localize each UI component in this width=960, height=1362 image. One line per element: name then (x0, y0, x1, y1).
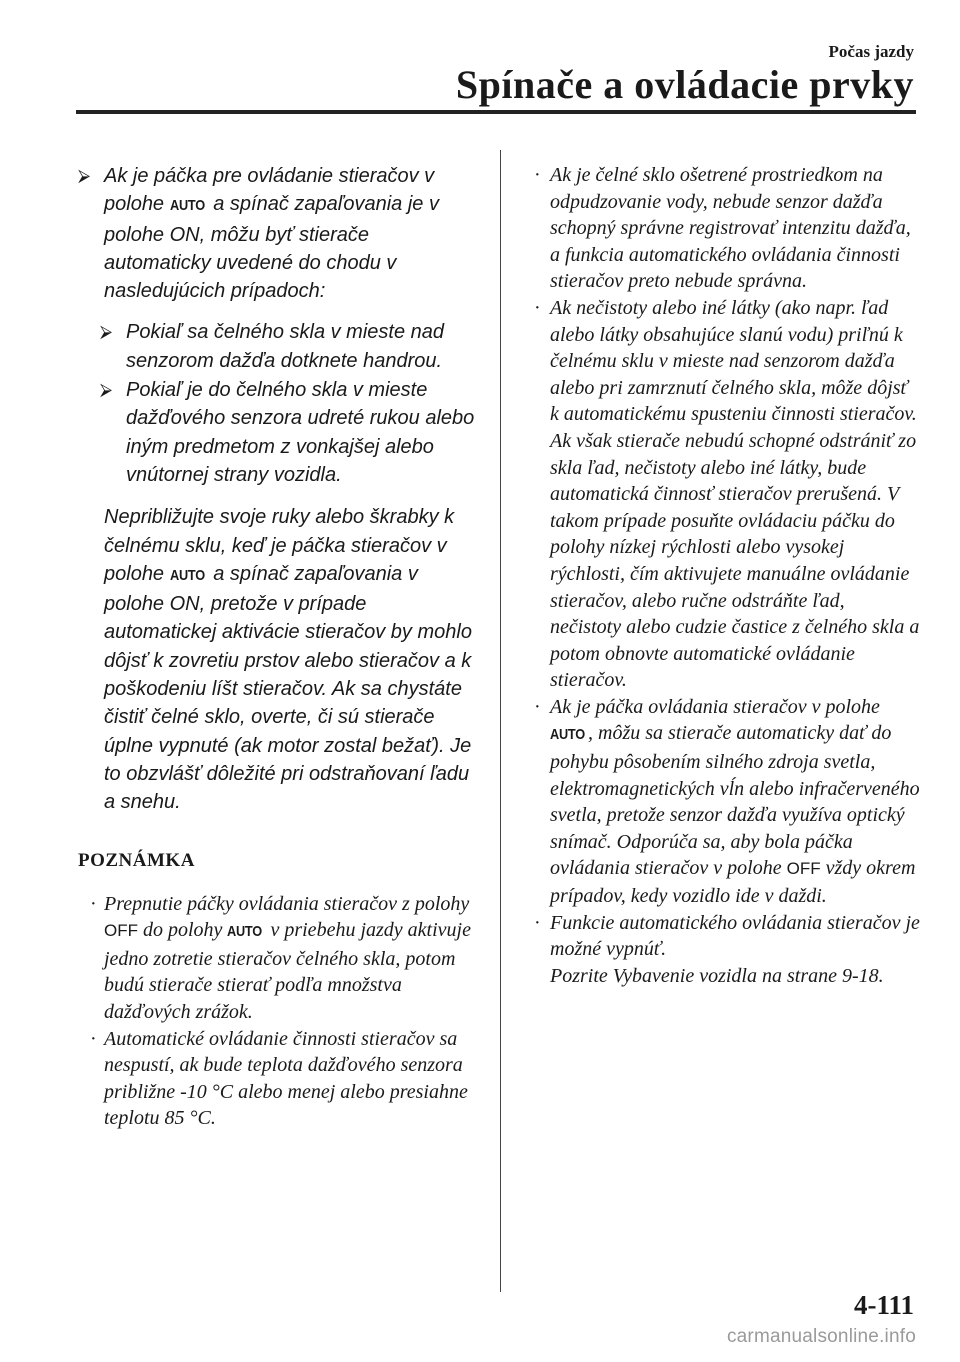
off-position-label: OFF (786, 859, 821, 879)
cross-reference: Pozrite Vybavenie vozidla na strane 9-18. (550, 964, 884, 987)
list-item: · Ak je páčka ovládania stieračov v polohe AUTO , môžu sa stierače automaticky dať do pohybu pôsobením silného zdroja svetla, elektromagnetických vĺn alebo infračerveného svetla, pretože senzor dažďa využíva optický snímač. Odporúča sa, aby bola páčka ovládania stieračov v polohe OFF vždy okrem prípadov, kedy vozidlo ide v daždi. (534, 695, 920, 908)
warning-block (78, 162, 478, 817)
auto-position-label: AUTO (169, 566, 205, 584)
running-header (456, 42, 914, 106)
note-list-continued (530, 162, 920, 989)
list-item: · Ak je čelné sklo ošetrené prostriedkom na odpudzovanie vody, nebude senzor dažďa schopný správne registrovať intenzitu dažďa, a funkcia automatického ovládania činnosti stieračov preto nebude správna. (534, 164, 911, 293)
bullet-icon: · (90, 1027, 97, 1050)
left-column (78, 162, 478, 1132)
list-item: · Prepnutie páčky ovládania stieračov z polohy OFF do polohy AUTO v priebehu jazdy aktivuje jedno zotretie stieračov čelného skla, potom budú stierače stierať podľa množstva dažďových zrážok. (90, 892, 471, 1023)
warning-sub-item: ⮚ Pokiaľ je do čelného skla v mieste dažďového senzora udreté rukou alebo iným predmetom z vonkajšej alebo vnútornej strany vozidla. (78, 376, 478, 489)
bullet-icon: · (90, 892, 97, 915)
right-column (530, 162, 920, 989)
bullet-icon: · (534, 911, 541, 934)
off-position-label: OFF (104, 921, 138, 941)
warning-lead: ⮚ Ak je páčka pre ovládanie stieračov v polohe AUTO a spínač zapaľovania je v polohe ON, môžu byť stierače automaticky uvedené do chodu v nasledujúcich prípadoch: (78, 162, 478, 305)
list-item: · Automatické ovládanie činnosti stieračov sa nespustí, ak bude teplota dažďového senzora približne -10 °C alebo menej alebo presiahne teplotu 85 °C. (90, 1027, 468, 1130)
warning-paragraph: Nepribližujte svoje ruky alebo škrabky k čelnému sklu, keď je páčka stieračov v polohe AUTO a spínač zapaľovania v polohe ON, pretože v prípade automatickej aktivácie stieračov by mohlo dôjsť k zovretiu prstov alebo stieračov a k poškodeniu líšt stieračov. Ak sa chystáte čistiť čelné sklo, overte, či sú stierače úplne vypnuté (ak motor zostal bežať). Je to obzvlášť dôležité pri odstraňovaní ľadu a snehu. (104, 506, 472, 814)
auto-position-label: AUTO (169, 197, 205, 215)
note-title: POZNÁMKA (78, 849, 195, 871)
column-divider (500, 150, 501, 1292)
chapter-title: Spínače a ovládacie prvky (455, 62, 914, 107)
watermark: carmanualsonline.info (726, 1326, 916, 1347)
note-list (78, 891, 478, 1132)
bullet-icon: · (534, 164, 541, 186)
page-number: 4-111 (853, 1290, 914, 1320)
arrow-bullet-icon: ⮚ (100, 322, 113, 342)
auto-position-label: AUTO (227, 923, 263, 941)
bullet-icon: · (534, 296, 541, 319)
section-name: Počas jazdy (828, 42, 914, 61)
list-item: · Ak nečistoty alebo iné látky (ako napr. ľad alebo látky obsahujúce slanú vodu) priľnú k čelnému sklu v mieste nad senzorom dažďa alebo pri zamrznutí čelného skla, môže dôjsť k automatickému spusteniu činnosti stieračov. Ak však stierače nebudú schopné odstrániť zo skla ľad, nečistoty alebo iné látky, bude automatická činnosť stieračov prerušená. V takom prípade posuňte ovládaciu páčku do polohy nízkej rýchlosti alebo vysokej rýchlosti, čím aktivujete manuálne ovládanie stieračov, alebo ručne odstráňte ľad, nečistoty alebo cudzie častice z čelného skla a potom obnovte automatické ovládanie stieračov. (534, 296, 920, 692)
arrow-bullet-icon: ⮚ (100, 380, 113, 400)
auto-position-label: AUTO (550, 726, 585, 744)
header-rule (76, 110, 916, 114)
arrow-bullet-icon: ⮚ (78, 166, 91, 185)
bullet-icon: · (534, 695, 541, 718)
list-item: · Funkcie automatického ovládania stieračov je možné vypnúť. Pozrite Vybavenie vozidla na strane 9-18. (534, 911, 920, 987)
warning-sub-item: ⮚ Pokiaľ sa čelného skla v mieste nad senzorom dažďa dotknete handrou. (78, 318, 478, 375)
